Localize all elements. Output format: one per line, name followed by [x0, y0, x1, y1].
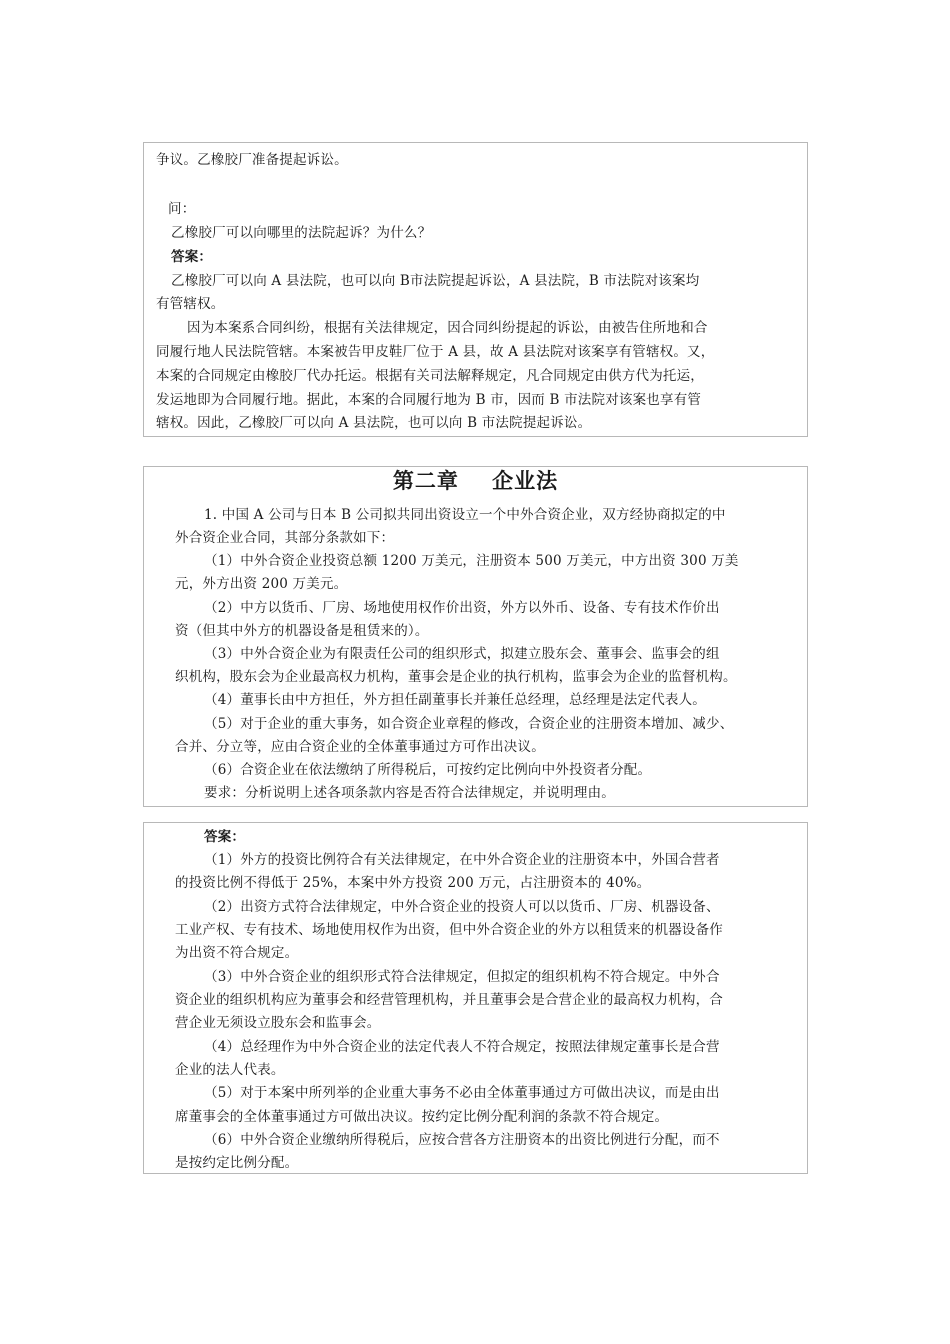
answer-line: 席董事会的全体董事通过方可做出决议。按约定比例分配利润的条款不符合规定。: [175, 1109, 669, 1125]
text-line: 同履行地人民法院管辖。本案被告甲皮鞋厂位于 A 县，故 A 县法院对该案享有管辖权。又，: [156, 344, 715, 360]
clause-item: （4）董事长由中方担任，外方担任副董事长并兼任总经理，总经理是法定代表人。: [204, 692, 706, 708]
question-line: 1. 中国 A 公司与日本 B 公司拟共同出资设立一个中外合资企业，双方经协商拟定的中: [204, 507, 726, 523]
clause-item: （1）中外合资企业投资总额 1200 万美元，注册资本 500 万美元，中方出资 300 万美: [204, 553, 739, 569]
text-line: 本案的合同规定由橡胶厂代办托运。根据有关司法解释规定，凡合同规定由供方代为托运，: [156, 368, 704, 384]
text-line: 辖权。因此，乙橡胶厂可以向 A 县法院，也可以向 B 市法院提起诉讼。: [156, 415, 592, 431]
text-line: 有管辖权。: [156, 296, 225, 312]
answer-line: 企业的法人代表。: [175, 1062, 285, 1078]
text-line: 因为本案系合同纠纷，根据有关法律规定，因合同纠纷提起的诉讼，由被告住所地和合: [187, 320, 708, 336]
requirement-line: 要求：分析说明上述各项条款内容是否符合法律规定，并说明理由。: [204, 785, 615, 801]
answer-line: （4）总经理作为中外合资企业的法定代表人不符合规定，按照法律规定董事长是合营: [204, 1039, 720, 1055]
answer-line: （1）外方的投资比例符合有关法律规定，在中外合资企业的注册资本中，外国合营者: [204, 852, 720, 868]
text-line: 发运地即为合同履行地。据此，本案的合同履行地为 B 市，因而 B 市法院对该案也享有管: [156, 392, 702, 408]
chapter-title: 第二章 企业法: [392, 468, 559, 493]
answer-line: 是按约定比例分配。: [175, 1155, 299, 1171]
question-line: 外合资企业合同，其部分条款如下：: [175, 530, 395, 546]
answer-label: 答案：: [171, 249, 213, 265]
answer-label: 答案：: [204, 829, 246, 845]
question-text: 乙橡胶厂可以向哪里的法院起诉？为什么？: [171, 225, 432, 241]
text-line: 争议。乙橡胶厂准备提起诉讼。: [156, 152, 348, 168]
answer-line: 工业产权、专有技术、场地使用权作为出资，但中外合资企业的外方以租赁来的机器设备作: [175, 922, 723, 938]
question-label: 问：: [168, 201, 196, 217]
answer-line: 资企业的组织机构应为董事会和经营管理机构，并且董事会是合营企业的最高权力机构，合: [175, 992, 723, 1008]
text-line: 乙橡胶厂可以向 A 县法院，也可以向 B市法院提起诉讼，A 县法院，B 市法院对该案均: [171, 273, 700, 289]
answer-line: （3）中外合资企业的组织形式符合法律规定，但拟定的组织机构不符合规定。中外合: [204, 969, 720, 985]
answer-line: （2）出资方式符合法律规定，中外合资企业的投资人可以以货币、厂房、机器设备、: [204, 899, 720, 915]
chapter-answer-box: [143, 822, 808, 1174]
clause-item: 元，外方出资 200 万美元。: [175, 576, 348, 592]
answer-line: 营企业无须设立股东会和监事会。: [175, 1015, 381, 1031]
answer-line: 为出资不符合规定。: [175, 945, 299, 961]
answer-line: （5）对于本案中所列举的企业重大事务不必由全体董事通过方可做出决议，而是由出: [204, 1085, 720, 1101]
clause-item: 合并、分立等，应由合资企业的全体董事通过方可作出决议。: [175, 739, 545, 755]
clause-item: 织机构，股东会为企业最高权力机构，董事会是企业的执行机构，监事会为企业的监督机构。: [175, 669, 737, 685]
clause-item: 资（但其中外方的机器设备是租赁来的）。: [175, 623, 429, 639]
answer-line: 的投资比例不得低于 25%，本案中外方投资 200 万元，占注册资本的 40%。: [175, 875, 651, 891]
chapter-question-box: [143, 466, 808, 807]
clause-item: （6）合资企业在依法缴纳了所得税后，可按约定比例向中外投资者分配。: [204, 762, 652, 778]
clause-item: （3）中外合资企业为有限责任公司的组织形式，拟建立股东会、董事会、监事会的组: [204, 646, 720, 662]
answer-line: （6）中外合资企业缴纳所得税后，应按合营各方注册资本的出资比例进行分配，而不: [204, 1132, 720, 1148]
clause-item: （2）中方以货币、厂房、场地使用权作价出资，外方以外币、设备、专有技术作价出: [204, 600, 720, 616]
case-answer-box-1: [143, 142, 808, 437]
clause-item: （5）对于企业的重大事务，如合资企业章程的修改，合资企业的注册资本增加、减少、: [204, 716, 734, 732]
